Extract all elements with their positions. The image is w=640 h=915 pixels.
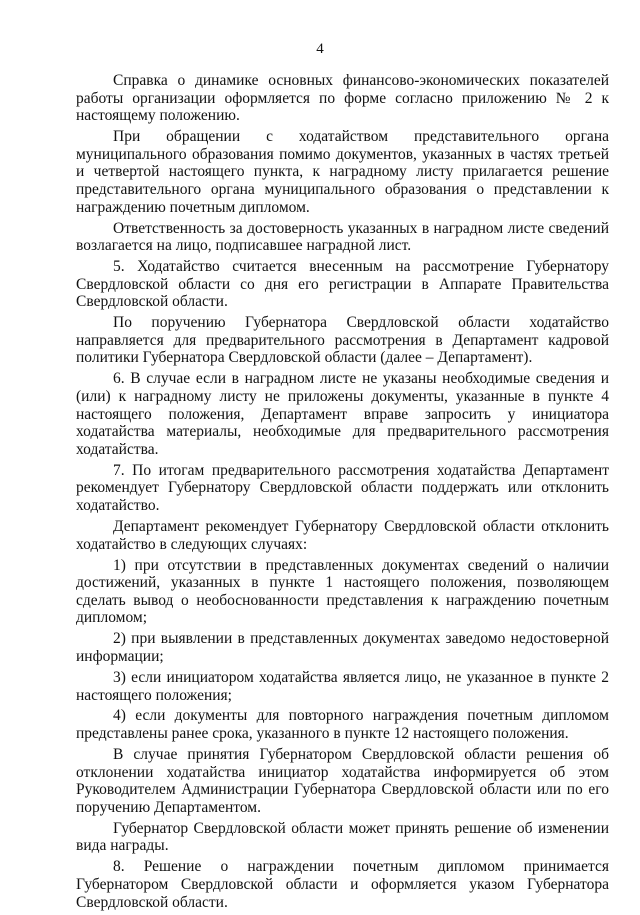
paragraph-item-5: 5. Ходатайство считается внесенным на рассмотрение Губернатору Свердловской области со дня его регистрации в Аппарате Правительства Свердловской области. (76, 258, 609, 311)
paragraph: При обращении с ходатайством представительного органа муниципального образования помимо документов, указанных в частях третьей и четвертой настоящего пункта, к наградному листу прилагается решение представительного органа муниципального образования о представлении к награждению почетным дипломом. (76, 128, 609, 216)
paragraph: По поручению Губернатора Свердловской области ходатайство направляется для предварительного рассмотрения в Департамент кадровой политики Губернатора Свердловской области (далее – Департамент). (76, 314, 609, 367)
list-item: 2) при выявлении в представленных документах заведомо недостоверной информации; (76, 630, 609, 665)
paragraph-item-8: 8. Решение о награждении почетным дипломом принимается Губернатором Свердловской области и оформляется указом Губернатора Свердловской области. (76, 858, 609, 911)
paragraph-item-7: 7. По итогам предварительного рассмотрения ходатайства Департамент рекомендует Губернатору Свердловской области поддержать или отклонить ходатайство. (76, 461, 609, 514)
paragraph-item-6: 6. В случае если в наградном листе не указаны необходимые сведения и (или) к наградному листу не приложены документы, указанные в пункте 4 настоящего положения, Департамент вправе запросить у инициатора ходатайства материалы, необходимые для предварительного рассмотрения ходатайства. (76, 370, 609, 458)
list-item: 1) при отсутствии в представленных документах сведений о наличии достижений, указанных в пункте 1 настоящего положения, позволяющем сделать вывод о необоснованности представления к награждению почетным дипломом; (76, 556, 609, 627)
list-item: 4) если документы для повторного награждения почетным дипломом представлены ранее срока, указанного в пункте 12 настоящего положения. (76, 707, 609, 743)
paragraph: Губернатор Свердловской области может принять решение об изменении вида награды. (76, 819, 609, 855)
paragraph: Департамент рекомендует Губернатору Свердловской области отклонить ходатайство в следующих случаях: (76, 517, 609, 553)
paragraph: Ответственность за достоверность указанных в наградном листе сведений возлагается на лицо, подписавшее наградной лист. (76, 219, 609, 255)
list-item: 3) если инициатором ходатайства является лицо, не указанное в пункте 2 настоящего положения; (76, 668, 609, 704)
page-number: 4 (316, 41, 324, 57)
paragraph: В случае принятия Губернатором Свердловской области решения об отклонении ходатайства инициатор ходатайства информируется об этом Руководителем Администрации Губернатора Свердловской области или по его поручению Департаментом. (76, 746, 609, 816)
document-body (76, 72, 609, 915)
paragraph: Справка о динамике основных финансово-экономических показателей работы организации оформляется по форме согласно приложению № 2 к настоящему положению. (76, 72, 609, 125)
